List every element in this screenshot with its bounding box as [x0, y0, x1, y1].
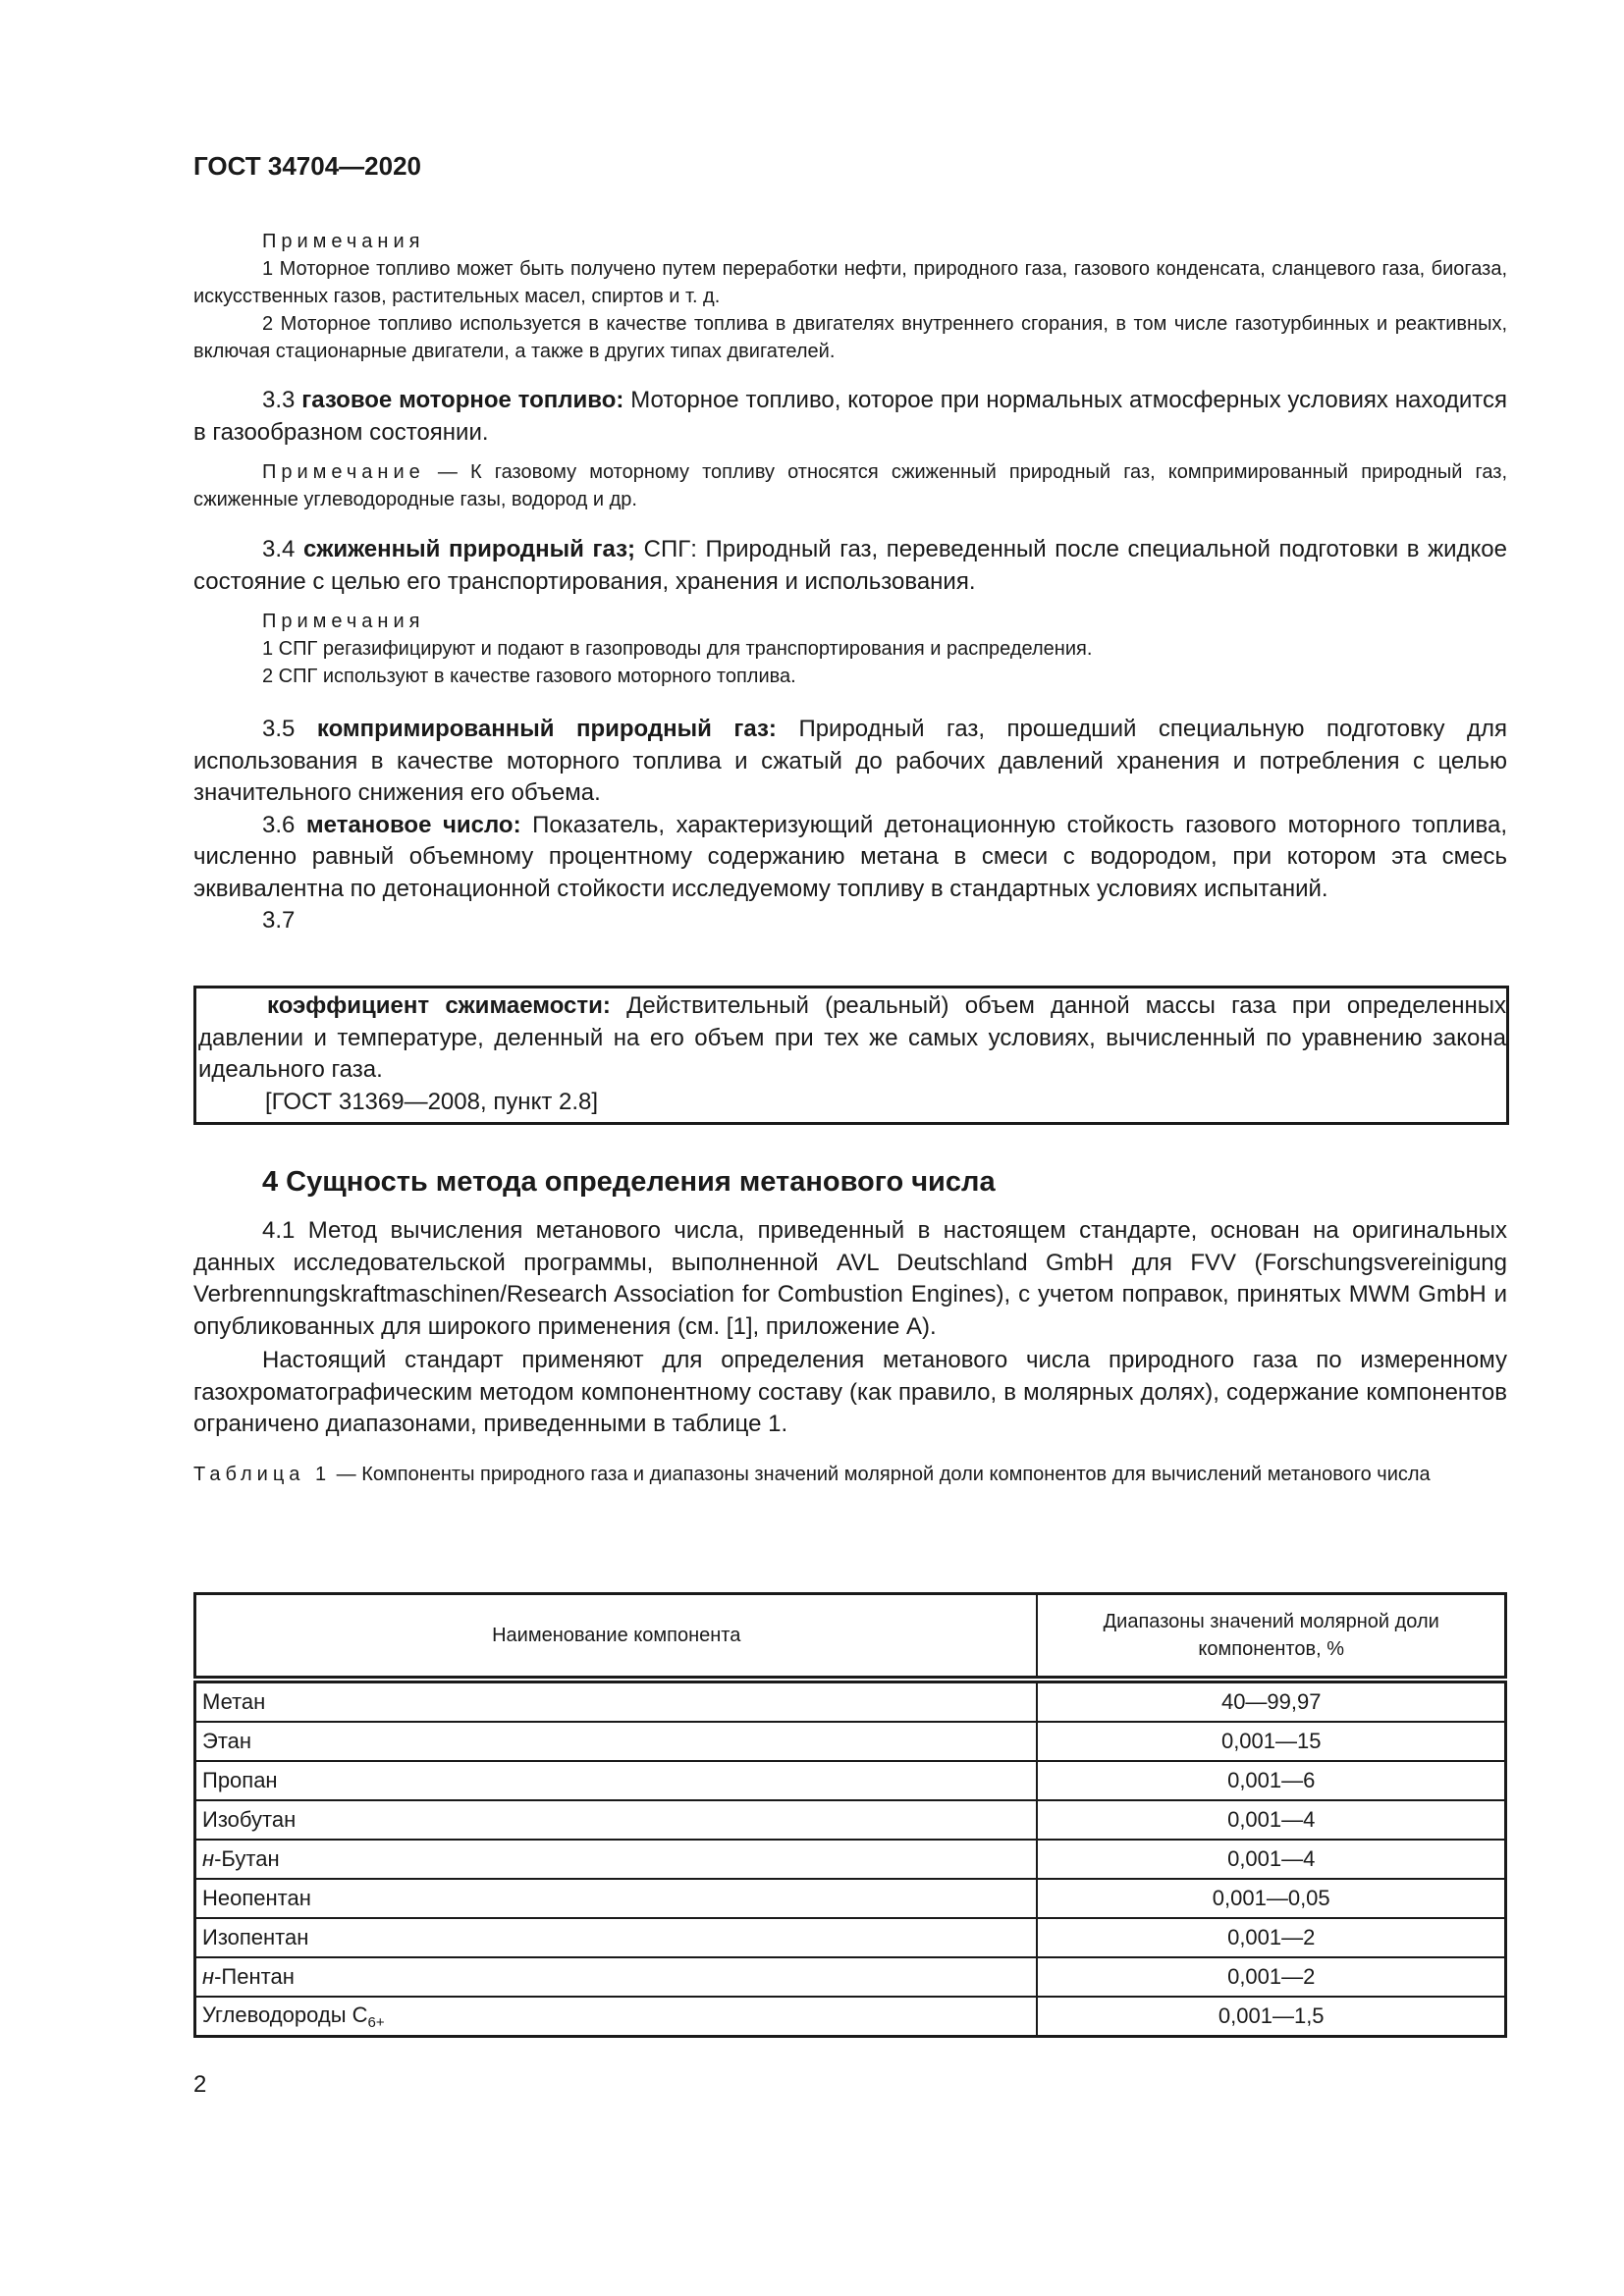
table-row	[195, 1800, 1506, 1840]
term-paragraph	[198, 990, 1506, 1087]
term-name: сжиженный природный газ;	[302, 536, 636, 562]
table-row	[195, 1918, 1506, 1957]
term-number: 3.3	[262, 387, 296, 413]
notes-label: Примечания	[262, 231, 425, 252]
table-row	[195, 1879, 1506, 1918]
component-name: н-Пентан	[195, 1957, 1038, 1997]
component-name: Изопентан	[195, 1918, 1038, 1957]
paragraph-4-1: 4.1 Метод вычисления метанового числа, приведенный в настоящем стандарте, основан на оригинальных данных исследовательской программы, выполненной AVL Deutschland GmbH для FVV (Forschungsvereinigung Verbrennungskraftmaschinen/Research Association for Combustion Engines), с учетом поправок, принятых MWM GmbH и опубликованных для широкого применения (см. [1], приложение А).	[193, 1217, 1507, 1340]
component-name: Пропан	[195, 1761, 1038, 1800]
component-name: Метан	[195, 1680, 1038, 1722]
note-item: 2 Моторное топливо используется в качестве топлива в двигателях внутреннего сгорания, в том числе газотурбинных и реактивных, включая стационарные двигатели, а также в других типах двигателей.	[193, 313, 1507, 362]
column-header-component: Наименование компонента	[195, 1594, 1038, 1681]
component-name: н-Бутан	[195, 1840, 1038, 1879]
term-3-3	[193, 385, 1507, 513]
notes-3-2	[193, 228, 1507, 365]
term-3-7-box	[193, 986, 1509, 1125]
term-number: 3.4	[262, 536, 296, 562]
terms-3-5-3-6	[193, 714, 1507, 937]
table-caption-label: Таблица 1	[193, 1463, 332, 1485]
term-definition: Природный газ, прошедший специальную подготовку для использования в качестве моторного топлива и сжатый до рабочих давлений хранения и потребления с целью значительного снижения его объема.	[193, 716, 1507, 806]
table-caption-text: — Компоненты природного газа и диапазоны значений молярной доли компонентов для вычислений метанового числа	[336, 1463, 1431, 1485]
table-row	[195, 1722, 1506, 1761]
table-row	[195, 1997, 1506, 2037]
note-text: — К газовому моторному топливу относятся сжиженный природный газ, компримированный природный газ, сжиженные углеводородные газы, водород и др.	[193, 461, 1508, 510]
term-paragraph	[193, 534, 1507, 598]
paragraph-4-2: Настоящий стандарт применяют для определения метанового числа природного газа по измеренному газохроматографическим методом компонентному составу (как правило, в молярных долях), содержание компонентов ограничено диапазонами, приведенными в таблице 1.	[193, 1347, 1507, 1437]
page-number: 2	[193, 2071, 207, 2098]
note-item: 1 СПГ регазифицируют и подают в газопроводы для транспортирования и распределения.	[262, 638, 1093, 660]
term-3-4	[193, 534, 1507, 690]
component-range: 0,001—2	[1037, 1918, 1505, 1957]
document-id: ГОСТ 34704—2020	[193, 151, 421, 181]
note-label: Примечание	[262, 461, 425, 483]
term-number: 3.7	[262, 907, 296, 934]
component-range: 0,001—6	[1037, 1761, 1505, 1800]
component-name: Неопентан	[195, 1879, 1038, 1918]
component-range: 0,001—0,05	[1037, 1879, 1505, 1918]
term-note	[193, 458, 1507, 513]
section-4	[193, 1164, 1507, 1488]
term-name: коэффициент сжимаемости:	[267, 992, 611, 1019]
table-row	[195, 1680, 1506, 1722]
term-definition: СПГ: Природный газ, переведенный после специальной подготовки в жидкое состояние с целью его транспортирования, хранения и использования.	[193, 536, 1507, 595]
component-range: 0,001—2	[1037, 1957, 1505, 1997]
term-source: [ГОСТ 31369—2008, пункт 2.8]	[265, 1088, 599, 1115]
term-paragraph	[193, 385, 1507, 449]
table-row	[195, 1761, 1506, 1800]
table-caption	[193, 1461, 1507, 1488]
section-heading: 4 Сущность метода определения метанового числа	[262, 1166, 996, 1198]
component-name: Углеводороды $C_{6+}$	[195, 1997, 1038, 2037]
term-definition: Показатель, характеризующий детонационную стойкость газового моторного топлива, численно равный объемному процентному содержанию метана в смеси с водородом, при котором эта смесь эквивалентна по детонационной стойкости исследуемому топливу в стандартных условиях испытаний.	[193, 811, 1507, 902]
note-item: 1 Моторное топливо может быть получено путем переработки нефти, природного газа, газового конденсата, сланцевого газа, биогаза, искусственных газов, растительных масел, спиртов и т. д.	[193, 258, 1507, 307]
notes-label: Примечания	[262, 611, 425, 632]
component-name: Изобутан	[195, 1800, 1038, 1840]
component-range: 0,001—15	[1037, 1722, 1505, 1761]
note-item: 2 СПГ используют в качестве газового моторного топлива.	[262, 666, 796, 687]
component-range: 0,001—1,5	[1037, 1997, 1505, 2037]
term-number: 3.5	[262, 716, 296, 742]
term-paragraph	[193, 810, 1507, 906]
component-range: 0,001—4	[1037, 1800, 1505, 1840]
term-definition: Действительный (реальный) объем данной массы газа при определенных давлении и температуре, деленный на его объем при тех же самых условиях, вычисленный по уравнению закона идеального газа.	[198, 992, 1506, 1083]
term-definition: Моторное топливо, которое при нормальных атмосферных условиях находится в газообразном состоянии.	[193, 387, 1508, 446]
component-range: 40—99,97	[1037, 1680, 1505, 1722]
component-range: 0,001—4	[1037, 1840, 1505, 1879]
table-row	[195, 1840, 1506, 1879]
column-header-range: Диапазоны значений молярной доли компонентов, %	[1037, 1594, 1505, 1681]
component-name: Этан	[195, 1722, 1038, 1761]
table-header-row	[195, 1594, 1506, 1681]
table-1-container	[193, 1592, 1507, 2038]
term-name: метановое число:	[305, 811, 521, 838]
term-paragraph	[193, 714, 1507, 810]
term-number: 3.6	[262, 811, 296, 838]
table-row	[195, 1957, 1506, 1997]
term-name: газовое моторное топливо:	[301, 387, 624, 413]
term-name: компримированный природный газ:	[316, 716, 777, 742]
components-table	[193, 1592, 1507, 2038]
